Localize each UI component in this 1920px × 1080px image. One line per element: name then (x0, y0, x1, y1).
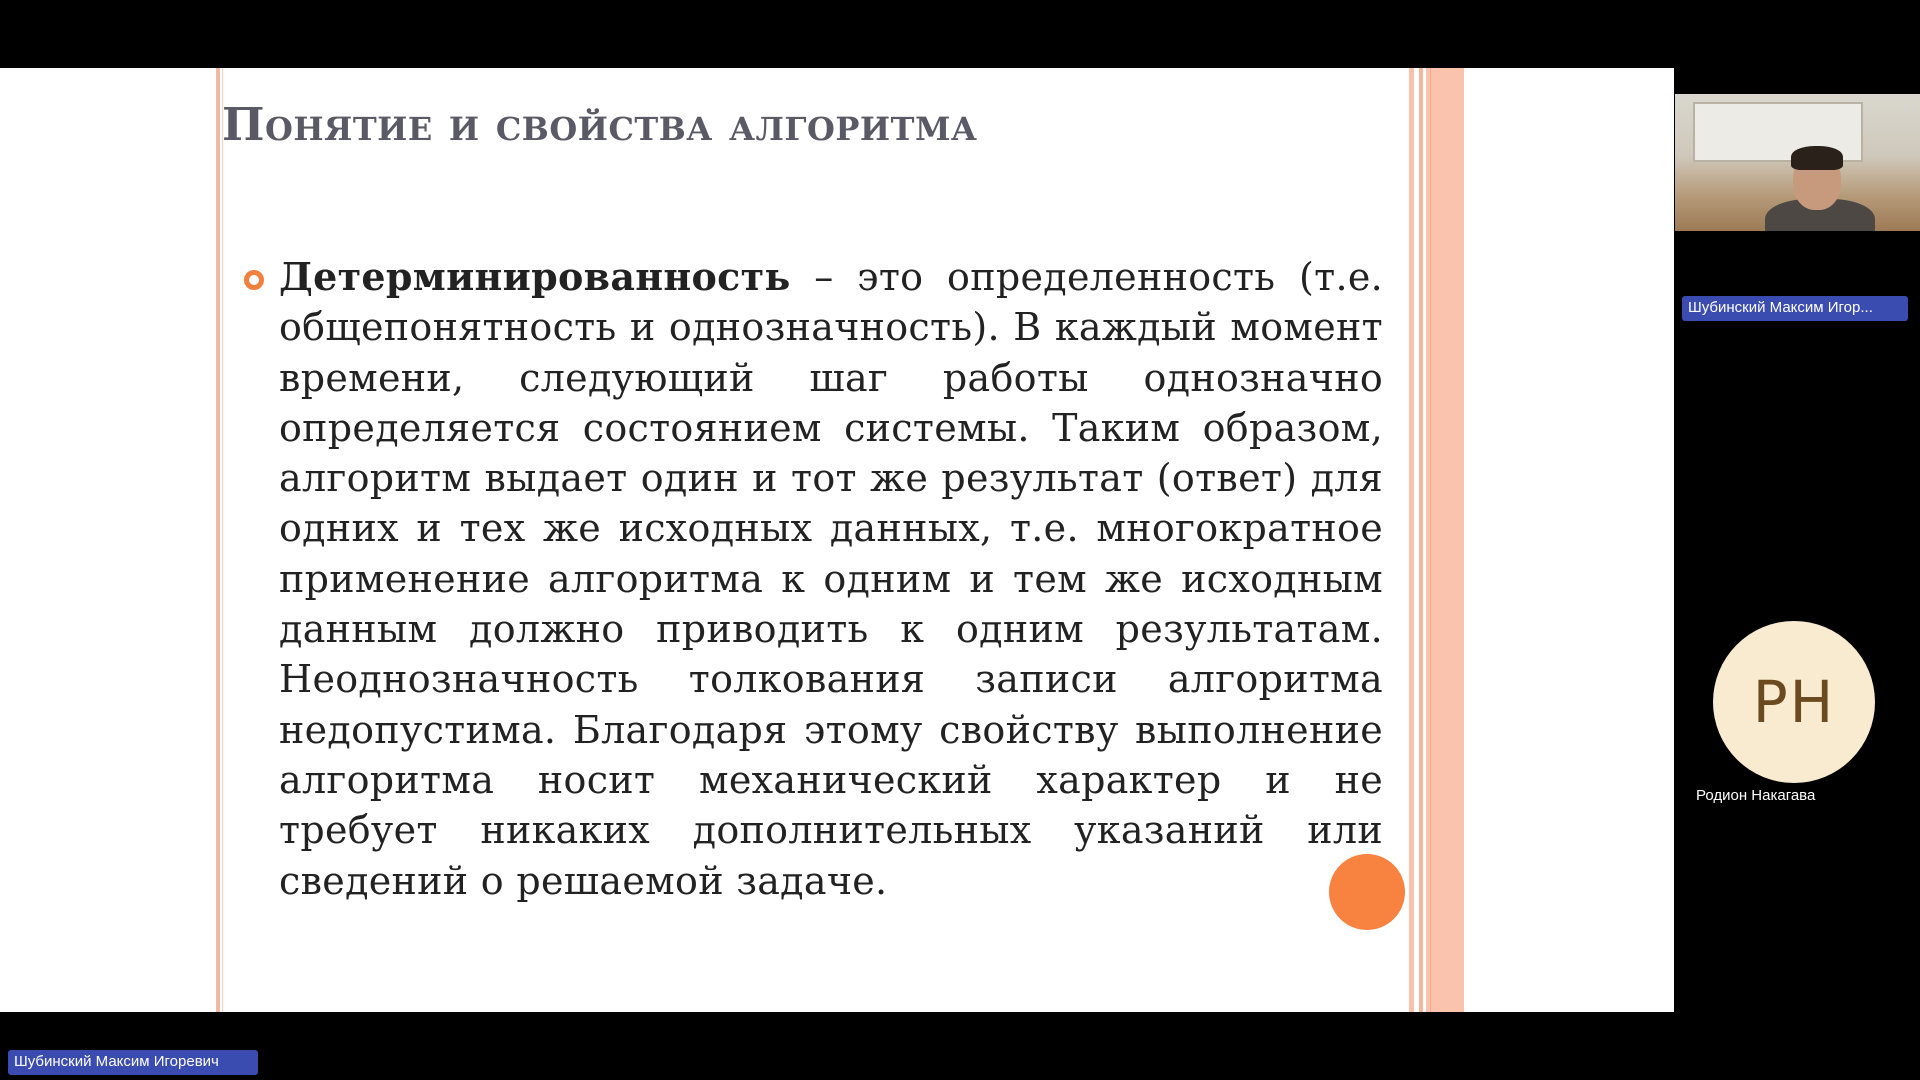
bullet-circle-icon (244, 270, 264, 290)
left-border-line (216, 68, 220, 1012)
participant-avatar[interactable]: РН (1713, 621, 1875, 783)
definition-term: Детерминированность (279, 254, 791, 299)
video-person-hair (1791, 146, 1843, 170)
presenter-name-tag: Шубинский Максим Игоревич (8, 1050, 258, 1075)
presentation-slide (0, 68, 1674, 1012)
slide-title: Понятие и свойства алгоритма (222, 98, 978, 151)
participant-avatar-name: Родион Накагава (1696, 787, 1816, 804)
slide-body-text (279, 252, 1383, 906)
right-border-line-2 (1419, 68, 1423, 1012)
right-border-band-edge (1430, 68, 1431, 1012)
participant-video-tile[interactable] (1675, 94, 1920, 231)
participant-name-tag: Шубинский Максим Игор... (1682, 296, 1908, 321)
right-border-band (1426, 68, 1464, 1012)
decorative-orange-circle (1329, 854, 1405, 930)
definition-text: – это определенность (т.е. общепонятность и однозначность). В каждый момент времени, следующий шаг работы однозначно определяется состоянием системы. Таким образом, алгоритм выдает один и тот же результат (ответ) для одних и тех же исходных данных, т.е. многократное применение алгоритма к одним и тем же исходным данным должно приводить к одним результатам. Неоднозначность толкования записи алгоритма недопустима. Благодаря этому свойству выполнение алгоритма носит механический характер и не требует никаких дополнительных указаний или сведений о решаемой задаче. (279, 255, 1383, 903)
right-border-line (1409, 68, 1414, 1012)
left-border-line-thin (222, 68, 223, 1012)
